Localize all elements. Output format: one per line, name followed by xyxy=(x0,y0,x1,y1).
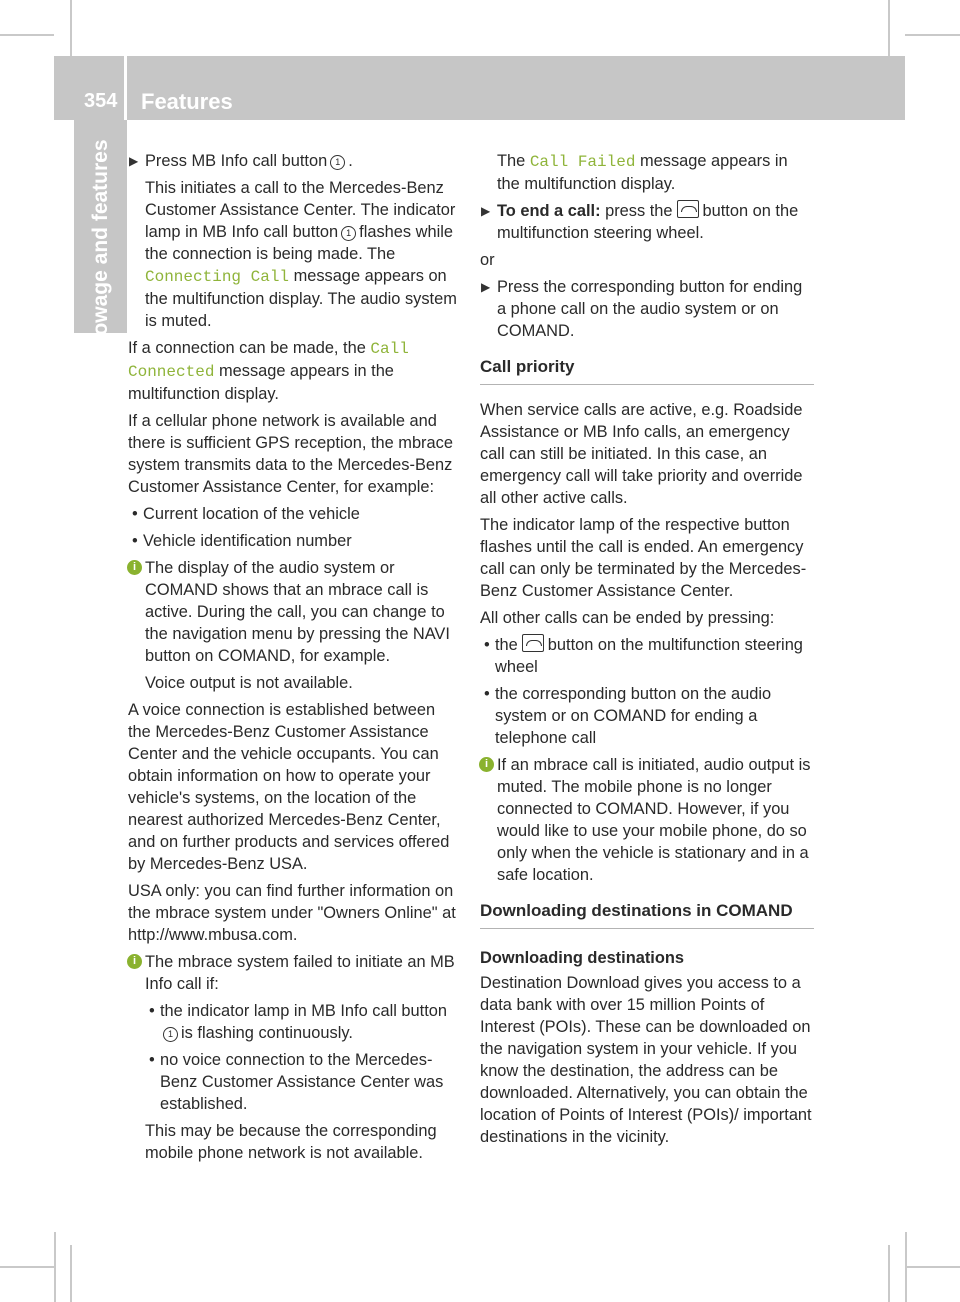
list-item xyxy=(480,683,814,749)
arrow-icon: ▶ xyxy=(129,154,139,168)
paragraph: Destination Download gives you access to a data bank with over 15 million Points of Interest (POIs). These can be downloaded on the navigation system in your vehicle. If you know the destination, the address can be downloaded. Alternatively, you can obtain the location of Points of Interest (POIs)/ important destinations in the vicinity. xyxy=(480,974,812,1146)
note-text: The display of the audio system or COMAND shows that an mbrace call is active. During the call, you can change to the navigation menu by pressing the NAVI button on COMAND, for example. xyxy=(145,559,450,665)
or-text: or xyxy=(480,251,495,269)
paragraph: The indicator lamp of the respective button flashes until the call is ended. An emergency call can only be terminated by the Mercedes-Benz Customer Assistance Center. xyxy=(480,516,807,600)
callout-1-icon: 1 xyxy=(330,155,345,170)
text: flashes while the connection is being made. The xyxy=(145,223,453,263)
info-note xyxy=(480,754,814,886)
text: press the xyxy=(605,202,673,220)
step-text: Press MB Info call button xyxy=(145,152,328,170)
info-note xyxy=(128,951,462,1164)
list-item xyxy=(128,503,462,525)
bullet-icon: • xyxy=(484,636,490,654)
end-call-button-icon xyxy=(677,200,699,218)
right-column xyxy=(480,150,814,1153)
list-item xyxy=(128,530,462,552)
list-item xyxy=(480,634,814,678)
header-divider xyxy=(124,56,127,120)
left-column xyxy=(128,150,462,1169)
paragraph xyxy=(480,150,814,195)
subheading-downloading-destinations: Downloading destinations xyxy=(480,949,684,967)
text: the corresponding button on the audio system or on COMAND for ending a telephone call xyxy=(495,685,772,747)
crop-mark xyxy=(70,1245,72,1302)
bullet-icon: • xyxy=(484,685,490,703)
paragraph xyxy=(128,337,462,405)
info-icon: i xyxy=(127,954,142,969)
bullet-icon: • xyxy=(149,1051,155,1069)
note-text: If an mbrace call is initiated, audio output is muted. The mobile phone is no longer connected to COMAND. However, if you would like to use your mobile phone, do so only when the vehicle is stationary and in a safe location. xyxy=(497,756,811,884)
text: the indicator lamp in MB Info call button xyxy=(160,1002,447,1020)
step-description xyxy=(128,177,462,332)
callout-1-icon: 1 xyxy=(341,226,356,241)
heading-call-priority: Call priority xyxy=(480,356,814,385)
info-icon: i xyxy=(479,757,494,772)
bullet-icon: • xyxy=(149,1002,155,1020)
crop-mark xyxy=(0,1266,54,1268)
display-message: Call Connected xyxy=(128,340,409,381)
step-press-button xyxy=(480,276,814,342)
text: message appears on the multifunction display. The audio system is muted. xyxy=(145,267,457,330)
list-item xyxy=(145,1000,462,1044)
step-press-mb-info xyxy=(128,150,462,172)
text: Current location of the vehicle xyxy=(143,505,360,523)
text: This initiates a call to the Mercedes-Benz Customer Assistance Center. The indicator lamp in MB Info call button xyxy=(145,179,456,241)
crop-mark xyxy=(0,34,54,36)
step-end-call xyxy=(480,200,814,244)
paragraph: All other calls can be ended by pressing: xyxy=(480,609,775,627)
paragraph: USA only: you can find further information on the mbrace system under "Owners Online" at http://www.mbusa.com. xyxy=(128,882,456,944)
text: button on the multifunction steering wheel xyxy=(495,636,803,676)
crop-mark xyxy=(888,0,890,56)
page-number: 354 xyxy=(84,90,118,112)
paragraph: When service calls are active, e.g. Roadside Assistance or MB Info calls, an emergency call can still be initiated. In this case, an emergency call will take priority and override all other active calls. xyxy=(480,401,803,507)
text: no voice connection to the Mercedes-Benz Customer Assistance Center was established. xyxy=(160,1051,444,1113)
bullet-icon: • xyxy=(132,532,138,550)
crop-mark xyxy=(905,34,960,36)
text: Vehicle identification number xyxy=(143,532,352,550)
side-tab-label: Stowage and features xyxy=(89,139,112,357)
paragraph: A voice connection is established between the Mercedes-Benz Customer Assistance Center and the vehicle occupants. You can obtain information on how to operate your vehicle's systems, on the location of the nearest authorized Mercedes-Benz Center, and on further products and services offered by Mercedes-Benz USA. xyxy=(128,701,450,873)
text: message appears in the multifunction display. xyxy=(128,362,394,403)
crop-mark xyxy=(54,1232,56,1302)
crop-mark xyxy=(905,1266,960,1268)
text: If a connection can be made, the xyxy=(128,339,366,357)
text: button on the multifunction steering wheel. xyxy=(497,202,799,242)
note-text: The mbrace system failed to initiate an MB Info call if: xyxy=(145,953,455,993)
text: message appears in the multifunction display. xyxy=(497,152,788,193)
info-note xyxy=(128,557,462,694)
display-message: Connecting Call xyxy=(145,268,290,286)
display-message: Call Failed xyxy=(529,153,636,171)
step-label: To end a call: xyxy=(497,202,601,220)
text: Press the corresponding button for ending a phone call on the audio system or on COMAND. xyxy=(497,278,803,340)
arrow-icon: ▶ xyxy=(481,204,491,218)
step-text-end: . xyxy=(348,152,353,170)
heading-downloading-destinations: Downloading destinations in COMAND xyxy=(480,900,814,929)
arrow-icon: ▶ xyxy=(481,280,491,294)
bullet-icon: • xyxy=(132,505,138,523)
section-title: Features xyxy=(141,89,233,114)
crop-mark xyxy=(888,1245,890,1302)
paragraph: If a cellular phone network is available and there is sufficient GPS reception, the mbrace system transmits data to the Mercedes-Benz Customer Assistance Center, for example: xyxy=(128,412,453,496)
list-item xyxy=(145,1049,462,1115)
note-text: Voice output is not available. xyxy=(145,674,353,692)
note-text: This may be because the corresponding mobile phone network is not available. xyxy=(145,1122,437,1162)
crop-mark xyxy=(70,0,72,56)
info-icon: i xyxy=(127,560,142,575)
crop-mark xyxy=(905,1232,907,1302)
callout-1-icon: 1 xyxy=(163,1027,178,1042)
end-call-button-icon xyxy=(522,634,544,652)
text: The xyxy=(497,152,526,170)
text: is flashing continuously. xyxy=(181,1024,353,1042)
text: the xyxy=(495,636,518,654)
